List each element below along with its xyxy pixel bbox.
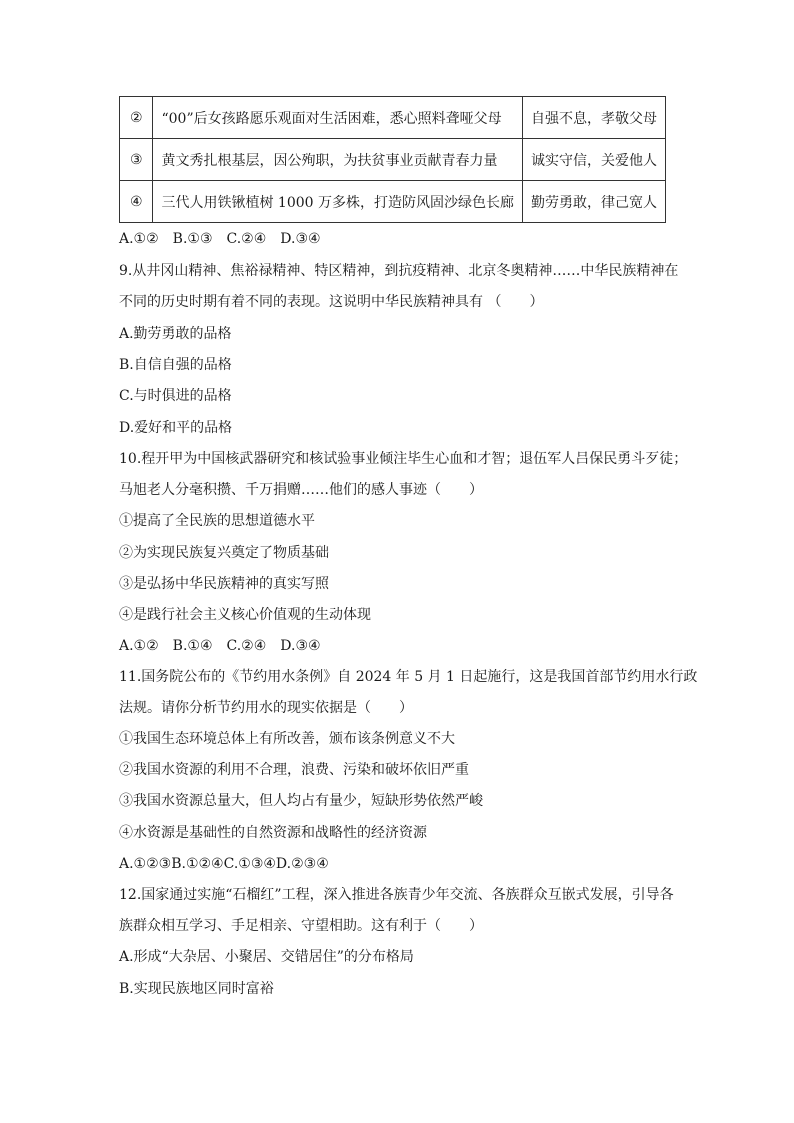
q12-option-a: A.形成“大杂居、小聚居、交错居住”的分布格局: [119, 949, 414, 965]
row-trait: 勤劳勇敢，律己宽人: [523, 181, 666, 223]
row-trait: 诚实守信，关爱他人: [523, 139, 666, 181]
q9-option-c: C.与时俱进的品格: [119, 388, 232, 404]
table-row: [120, 139, 666, 181]
q10-statement-1: ①提高了全民族的思想道德水平: [119, 513, 315, 529]
q10-stem-line-2: 马旭老人分毫积攒、千万捐赠……他们的感人事迹（ ）: [119, 482, 483, 498]
q10-statement-2: ②为实现民族复兴奠定了物质基础: [119, 545, 329, 561]
row-number: ③: [120, 139, 153, 181]
q10-statement-3: ③是弘扬中华民族精神的真实写照: [119, 576, 329, 592]
q12-stem-line-1: 12.国家通过实施“石榴红”工程，深入推进各族青少年交流、各族群众互嵌式发展，引导各: [119, 887, 674, 903]
row-description: “00”后女孩路愿乐观面对生活困难，悉心照料聋哑父母: [153, 97, 523, 139]
q10-answer-options: A.①② B.①④ C.②④ D.③④: [119, 638, 321, 654]
table-row: [120, 97, 666, 139]
q9-stem-line-2: 不同的历史时期有着不同的表现。这说明中华民族精神具有 （ ）: [119, 294, 544, 310]
q10-stem-line-1: 10.程开甲为中国核武器研究和核试验事业倾注毕生心血和才智；退伍军人吕保民勇斗歹徒；: [119, 451, 688, 467]
q8-answer-options: A.①② B.①③ C.②④ D.③④: [119, 231, 321, 247]
table-row: [120, 181, 666, 223]
q9-stem-line-1: 9.从井冈山精神、焦裕禄精神、特区精神，到抗疫精神、北京冬奥精神……中华民族精神在: [119, 263, 679, 279]
q11-statement-2: ②我国水资源的利用不合理，浪费、污染和破坏依旧严重: [119, 762, 469, 778]
q11-statement-1: ①我国生态环境总体上有所改善，颁布该条例意义不大: [119, 731, 455, 747]
q9-option-b: B.自信自强的品格: [119, 357, 232, 373]
q12-stem-line-2: 族群众相互学习、手足相亲、守望相助。这有利于（ ）: [119, 918, 483, 934]
q11-stem-line-1: 11.国务院公布的《节约用水条例》自 2024 年 5 月 1 日起施行，这是我国首部节约用水行政: [119, 669, 698, 685]
q11-answer-options: A.①②③B.①②④C.①③④D.②③④: [119, 856, 329, 872]
q11-statement-3: ③我国水资源总量大，但人均占有量少，短缺形势依然严峻: [119, 793, 483, 809]
q9-option-a: A.勤劳勇敢的品格: [119, 326, 232, 342]
q12-option-b: B.实现民族地区同时富裕: [119, 981, 274, 997]
example-table: [119, 96, 666, 223]
row-number: ②: [120, 97, 153, 139]
q11-stem-line-2: 法规。请你分析节约用水的现实依据是（ ）: [119, 700, 413, 716]
q10-statement-4: ④是践行社会主义核心价值观的生动体现: [119, 607, 371, 623]
row-description: 黄文秀扎根基层，因公殉职，为扶贫事业贡献青春力量: [153, 139, 523, 181]
q11-statement-4: ④水资源是基础性的自然资源和战略性的经济资源: [119, 825, 427, 841]
row-description: 三代人用铁锹植树 1000 万多株，打造防风固沙绿色长廊: [153, 181, 523, 223]
row-number: ④: [120, 181, 153, 223]
row-trait: 自强不息，孝敬父母: [523, 97, 666, 139]
q9-option-d: D.爱好和平的品格: [119, 420, 233, 436]
